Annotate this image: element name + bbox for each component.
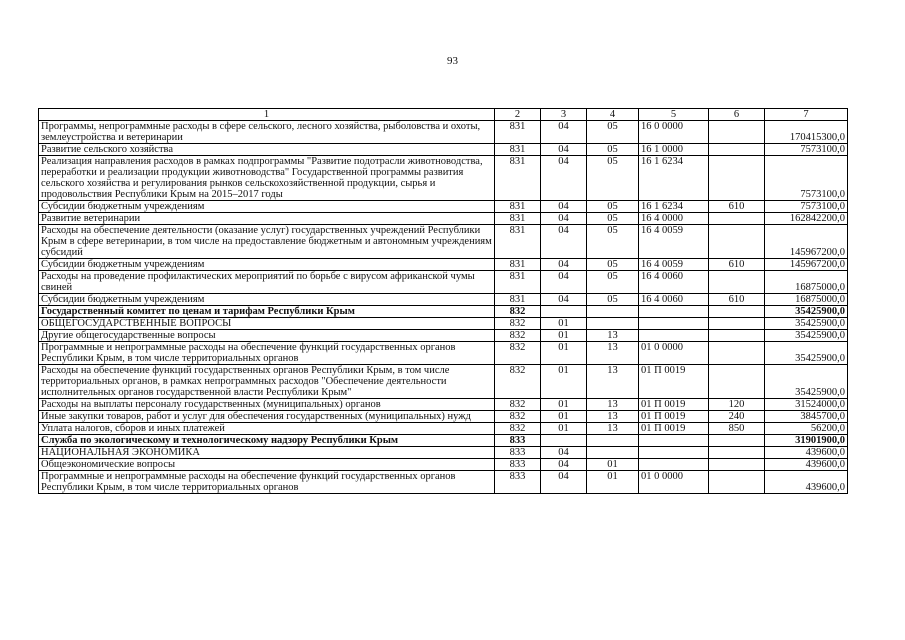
expense-type-cell: 850 <box>709 423 765 435</box>
subsection-code-cell: 05 <box>587 225 639 259</box>
subsection-code-cell: 05 <box>587 201 639 213</box>
expense-type-cell <box>709 306 765 318</box>
amount-cell: 145967200,0 <box>765 259 848 271</box>
target-article-cell: 16 4 0060 <box>639 271 709 294</box>
expense-type-cell: 120 <box>709 399 765 411</box>
subsection-code-cell: 13 <box>587 423 639 435</box>
section-code-cell: 04 <box>541 294 587 306</box>
table-row <box>39 471 848 494</box>
expense-type-cell: 610 <box>709 201 765 213</box>
description-cell: Развитие сельского хозяйства <box>39 144 495 156</box>
department-code-cell: 833 <box>495 471 541 494</box>
description-cell: ОБЩЕГОСУДАРСТВЕННЫЕ ВОПРОСЫ <box>39 318 495 330</box>
expense-type-cell <box>709 271 765 294</box>
subsection-code-cell: 13 <box>587 365 639 399</box>
department-code-cell: 832 <box>495 399 541 411</box>
header-cell: 2 <box>495 109 541 121</box>
amount-cell: 31524000,0 <box>765 399 848 411</box>
subsection-code-cell: 05 <box>587 271 639 294</box>
target-article-cell: 16 1 6234 <box>639 201 709 213</box>
table-row <box>39 411 848 423</box>
table-row <box>39 399 848 411</box>
target-article-cell: 16 0 0000 <box>639 121 709 144</box>
amount-cell: 7573100,0 <box>765 144 848 156</box>
section-code-cell: 04 <box>541 447 587 459</box>
amount-cell: 3845700,0 <box>765 411 848 423</box>
table-row <box>39 201 848 213</box>
table-row <box>39 259 848 271</box>
department-code-cell: 832 <box>495 318 541 330</box>
header-cell: 5 <box>639 109 709 121</box>
expense-type-cell <box>709 471 765 494</box>
department-code-cell: 831 <box>495 201 541 213</box>
expense-type-cell: 610 <box>709 294 765 306</box>
subsection-code-cell: 05 <box>587 121 639 144</box>
subsection-code-cell <box>587 447 639 459</box>
description-cell: Другие общегосударственные вопросы <box>39 330 495 342</box>
section-code-cell: 04 <box>541 271 587 294</box>
amount-cell: 35425900,0 <box>765 330 848 342</box>
subsection-code-cell: 01 <box>587 459 639 471</box>
target-article-cell <box>639 318 709 330</box>
expense-type-cell: 240 <box>709 411 765 423</box>
expense-type-cell <box>709 365 765 399</box>
amount-cell: 16875000,0 <box>765 271 848 294</box>
subsection-code-cell: 13 <box>587 399 639 411</box>
subsection-code-cell: 05 <box>587 156 639 201</box>
target-article-cell <box>639 459 709 471</box>
table-row <box>39 447 848 459</box>
description-cell: Программные и непрограммные расходы на обеспечение функций государственных органов Республики Крым, в том числе территориальных органов <box>39 471 495 494</box>
section-code-cell: 04 <box>541 225 587 259</box>
section-code-cell: 01 <box>541 318 587 330</box>
department-code-cell: 831 <box>495 294 541 306</box>
table-row <box>39 318 848 330</box>
amount-cell: 7573100,0 <box>765 156 848 201</box>
section-code-cell: 04 <box>541 459 587 471</box>
department-code-cell: 832 <box>495 306 541 318</box>
section-code-cell: 04 <box>541 144 587 156</box>
section-code-cell <box>541 306 587 318</box>
header-cell: 4 <box>587 109 639 121</box>
amount-cell: 162842200,0 <box>765 213 848 225</box>
table-row <box>39 365 848 399</box>
expense-type-cell <box>709 225 765 259</box>
description-cell: Субсидии бюджетным учреждениям <box>39 294 495 306</box>
amount-cell: 56200,0 <box>765 423 848 435</box>
expense-type-cell <box>709 156 765 201</box>
amount-cell: 439600,0 <box>765 447 848 459</box>
target-article-cell: 16 1 6234 <box>639 156 709 201</box>
target-article-cell <box>639 435 709 447</box>
department-code-cell: 832 <box>495 411 541 423</box>
amount-cell: 35425900,0 <box>765 318 848 330</box>
expense-type-cell <box>709 330 765 342</box>
target-article-cell: 01 П 0019 <box>639 399 709 411</box>
subsection-code-cell: 13 <box>587 342 639 365</box>
table-row <box>39 423 848 435</box>
amount-cell: 35425900,0 <box>765 365 848 399</box>
description-cell: Реализация направления расходов в рамках подпрограммы "Развитие подотрасли животноводства, переработки и реализации продукции животноводства" Государственной программы развития сельского хозяйства и регулирования рынков сельскохозяйственной продукции, сырья и продовольствия Республики Крым на 2015–2017 годы <box>39 156 495 201</box>
table-row <box>39 213 848 225</box>
target-article-cell <box>639 330 709 342</box>
target-article-cell <box>639 447 709 459</box>
department-code-cell: 831 <box>495 213 541 225</box>
expense-type-cell <box>709 121 765 144</box>
subsection-code-cell: 13 <box>587 411 639 423</box>
description-cell: Расходы на обеспечение деятельности (оказание услуг) государственных учреждений Республики Крым в сфере ветеринарии, в том числе на предоставление бюджетным и автономным учреждениям субсидий <box>39 225 495 259</box>
section-code-cell: 01 <box>541 342 587 365</box>
description-cell: Служба по экологическому и технологическому надзору Республики Крым <box>39 435 495 447</box>
section-code-cell: 01 <box>541 423 587 435</box>
amount-cell: 35425900,0 <box>765 342 848 365</box>
section-code-cell: 04 <box>541 259 587 271</box>
target-article-cell: 16 4 0000 <box>639 213 709 225</box>
expense-type-cell <box>709 459 765 471</box>
subsection-code-cell: 05 <box>587 144 639 156</box>
amount-cell: 145967200,0 <box>765 225 848 259</box>
description-cell: Программы, непрограммные расходы в сфере сельского, лесного хозяйства, рыболовства и охоты, землеустройства и ветеринарии <box>39 121 495 144</box>
section-code-cell: 01 <box>541 365 587 399</box>
description-cell: Развитие ветеринарии <box>39 213 495 225</box>
header-cell: 6 <box>709 109 765 121</box>
department-code-cell: 833 <box>495 447 541 459</box>
target-article-cell: 01 0 0000 <box>639 471 709 494</box>
subsection-code-cell: 05 <box>587 294 639 306</box>
amount-cell: 16875000,0 <box>765 294 848 306</box>
target-article-cell: 01 П 0019 <box>639 411 709 423</box>
section-code-cell: 04 <box>541 213 587 225</box>
description-cell: Расходы на выплаты персоналу государственных (муниципальных) органов <box>39 399 495 411</box>
description-cell: Государственный комитет по ценам и тарифам Республики Крым <box>39 306 495 318</box>
table-row <box>39 306 848 318</box>
department-code-cell: 833 <box>495 459 541 471</box>
expense-type-cell <box>709 435 765 447</box>
amount-cell: 439600,0 <box>765 459 848 471</box>
department-code-cell: 831 <box>495 225 541 259</box>
target-article-cell: 01 0 0000 <box>639 342 709 365</box>
expense-type-cell <box>709 213 765 225</box>
description-cell: Иные закупки товаров, работ и услуг для обеспечения государственных (муниципальных) нужд <box>39 411 495 423</box>
expense-type-cell: 610 <box>709 259 765 271</box>
amount-cell: 7573100,0 <box>765 201 848 213</box>
description-cell: Субсидии бюджетным учреждениям <box>39 259 495 271</box>
section-code-cell: 04 <box>541 471 587 494</box>
table-row <box>39 225 848 259</box>
section-code-cell <box>541 435 587 447</box>
header-cell: 3 <box>541 109 587 121</box>
table-row <box>39 156 848 201</box>
department-code-cell: 831 <box>495 271 541 294</box>
section-code-cell: 04 <box>541 121 587 144</box>
header-cell: 7 <box>765 109 848 121</box>
department-code-cell: 831 <box>495 121 541 144</box>
department-code-cell: 831 <box>495 156 541 201</box>
section-code-cell: 01 <box>541 411 587 423</box>
amount-cell: 35425900,0 <box>765 306 848 318</box>
amount-cell: 170415300,0 <box>765 121 848 144</box>
page-number: 93 <box>447 55 458 67</box>
budget-table <box>38 108 848 494</box>
table-row <box>39 271 848 294</box>
target-article-cell: 16 4 0059 <box>639 225 709 259</box>
target-article-cell: 01 П 0019 <box>639 365 709 399</box>
table-row <box>39 459 848 471</box>
description-cell: Субсидии бюджетным учреждениям <box>39 201 495 213</box>
subsection-code-cell <box>587 435 639 447</box>
header-cell: 1 <box>39 109 495 121</box>
table-row <box>39 330 848 342</box>
department-code-cell: 831 <box>495 144 541 156</box>
description-cell: НАЦИОНАЛЬНАЯ ЭКОНОМИКА <box>39 447 495 459</box>
amount-cell: 439600,0 <box>765 471 848 494</box>
department-code-cell: 832 <box>495 342 541 365</box>
expense-type-cell <box>709 342 765 365</box>
table-row <box>39 144 848 156</box>
description-cell: Общеэкономические вопросы <box>39 459 495 471</box>
department-code-cell: 832 <box>495 423 541 435</box>
subsection-code-cell: 01 <box>587 471 639 494</box>
expense-type-cell <box>709 144 765 156</box>
description-cell: Расходы на обеспечение функций государственных органов Республики Крым, в том числе территориальных органов, в рамках непрограммных расходов "Обеспечение деятельности исполнительных органов государственной власти Республики Крым" <box>39 365 495 399</box>
section-code-cell: 04 <box>541 201 587 213</box>
target-article-cell: 16 4 0059 <box>639 259 709 271</box>
table-row <box>39 294 848 306</box>
section-code-cell: 01 <box>541 399 587 411</box>
subsection-code-cell <box>587 318 639 330</box>
department-code-cell: 833 <box>495 435 541 447</box>
subsection-code-cell: 05 <box>587 259 639 271</box>
description-cell: Уплата налогов, сборов и иных платежей <box>39 423 495 435</box>
section-code-cell: 04 <box>541 156 587 201</box>
table-row <box>39 435 848 447</box>
expense-type-cell <box>709 318 765 330</box>
table-header-row <box>39 109 848 121</box>
target-article-cell: 01 П 0019 <box>639 423 709 435</box>
amount-cell: 31901900,0 <box>765 435 848 447</box>
subsection-code-cell <box>587 306 639 318</box>
subsection-code-cell: 05 <box>587 213 639 225</box>
target-article-cell <box>639 306 709 318</box>
table-row <box>39 121 848 144</box>
target-article-cell: 16 4 0060 <box>639 294 709 306</box>
section-code-cell: 01 <box>541 330 587 342</box>
expense-type-cell <box>709 447 765 459</box>
department-code-cell: 832 <box>495 330 541 342</box>
target-article-cell: 16 1 0000 <box>639 144 709 156</box>
table-row <box>39 342 848 365</box>
description-cell: Программные и непрограммные расходы на обеспечение функций государственных органов Республики Крым, в том числе территориальных органов <box>39 342 495 365</box>
department-code-cell: 832 <box>495 365 541 399</box>
table-body <box>39 109 848 494</box>
description-cell: Расходы на проведение профилактических мероприятий по борьбе с вирусом африканской чумы свиней <box>39 271 495 294</box>
subsection-code-cell: 13 <box>587 330 639 342</box>
department-code-cell: 831 <box>495 259 541 271</box>
